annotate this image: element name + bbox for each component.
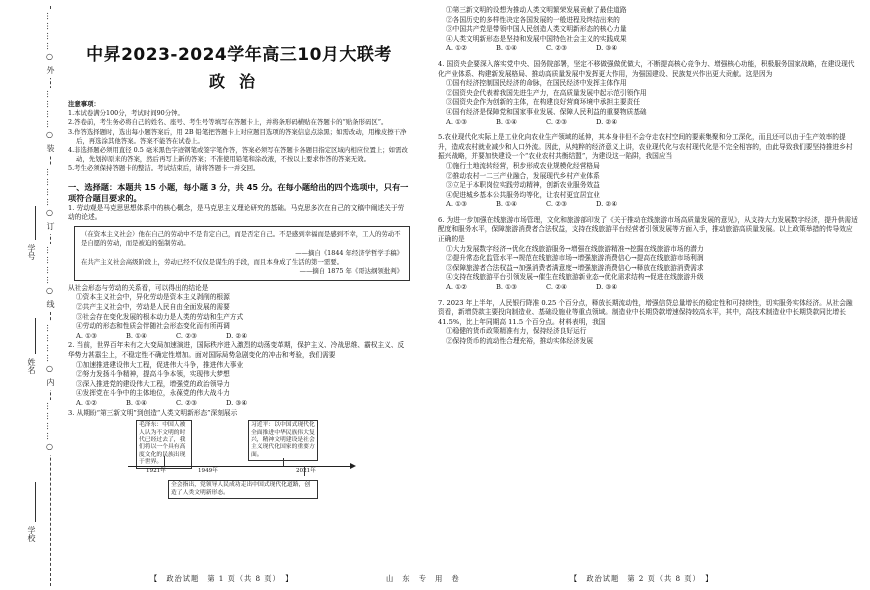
statement-option: ③深入推进党的建设伟大工程，增强党的政治领导力 <box>76 379 230 388</box>
quote-box-mao: 毛泽东：中国人被人认为不文明的时代已经过去了，我们将以一个具有高度文化的民族出现于世界。 <box>136 420 192 468</box>
statement-option: ②国资央企代表着我国先进生产力，在高质量发展中起示范引领作用 <box>446 88 647 97</box>
quote-source: ——摘自 1875 年《哥达纲领批判》 <box>299 267 403 276</box>
binding-mark: …………○ <box>45 12 54 63</box>
statement-option: ①加速推进建设伟大工程，促进伟大斗争，推进伟大事业 <box>76 360 244 369</box>
statement-option: ②提升常态化监管水平→规范在线旅游市场→增强旅游消费信心→提高在线旅游市场利润 <box>446 254 704 263</box>
footer-center: 山 东 专 用 卷 <box>386 574 460 583</box>
statement-option: ①大力发展数字经济→优化在线旅游服务→增强在线旅游精准→挖掘在线旅游市场的潜力 <box>446 244 704 253</box>
statement-option: ③国资央企作为创新的主体，在构建良好营商环境中承担主要责任 <box>446 98 640 107</box>
binding-mark: …………○ <box>45 90 54 141</box>
question-7 <box>438 299 858 347</box>
quote-source: ——摘自《1844 年经济学哲学手稿》 <box>295 248 403 257</box>
choice-d[interactable]: D. ③④ <box>596 44 618 53</box>
choice-b[interactable]: B. ①④ <box>126 398 148 407</box>
binding-mark: …………○ <box>45 402 54 453</box>
binding-mark: 内 <box>46 378 55 388</box>
quote-box-xi: 习近平：以中国式现代化全面推进中华民族伟大复兴，精神文明建设是社会主义现代化国家的重要方面。 <box>248 420 318 461</box>
timeline-tick: 1949年 <box>198 468 218 475</box>
choice-a[interactable]: A. ①③ <box>446 200 468 209</box>
statement-option: ②各国历史的多样性决定各国发展的一般进程及终结出来的 <box>446 15 620 24</box>
instruction-item: 2.答卷前，考生务必将自己的姓名、座号、考生号等填写在答题卡上，并将条形码横贴在答题卡的“贴条形码区”。 <box>68 118 388 127</box>
choice-d[interactable]: D. ②④ <box>596 117 618 126</box>
exam-subject: 政治 <box>208 72 269 91</box>
school-label: 学校 <box>27 526 36 542</box>
instruction-item: 5.考生必须保持答题卡的整洁。考试结束后，请将答题卡一并交回。 <box>68 164 260 173</box>
footer-page-2: 【 政治试题 第 2 页（共 8 页） 】 <box>570 574 714 583</box>
choice-d[interactable]: D. ②④ <box>226 331 248 340</box>
instruction-item: 4.非选择题必须用直径 0.5 毫米黑色字迹钢笔或签字笔作答，答案必须写在答题卡各题目指定区域内相应位置上；如需改动，先划掉原来的答案，然后再写上新的答案；不准使用铅笔和涂改液，不按以上要求作答的答案无效。 <box>68 146 408 164</box>
statement-option: ②共产主义社会中，劳动是人民自由全面发展的需要 <box>76 303 230 312</box>
question-stem: 7. 2023 年上半年，人民银行降准 0.25 个百分点，释放长期流动性，增强信贷总量增长的稳定性和可持续性，切实服务实体经济。从社会融资看，新增贷款主要投向制造业、基础设施业等重点领域。制造业中长期贷款增速保持较高水平，其中，高技术制造业中长期贷款同比增长 41.5%，比上年同期高 11.5 个百分点。材料表明，我国 <box>438 298 853 326</box>
instructions-heading: 注意事项： <box>68 100 100 108</box>
quote-text: （在资本主义社会）他在自己的劳动中不是肯定自己，而是否定自己。不是感到幸福而是感到不幸，工人的劳动不是自愿的劳动，而是被迫的强制劳动。 <box>81 229 401 248</box>
student-id-label: 学号 <box>27 244 36 260</box>
answer-choices <box>438 200 858 210</box>
choice-b[interactable]: B. ①④ <box>496 44 518 53</box>
question-stem: 2. 当前，世界百年未有之大变局加速演进，国际秩序进入激烈的动荡变革期，保护主义、冷战思维、霸权主义、反华势力甚嚣尘上，不稳定性不确定性增加。面对国际局势急剧变化的冲击和考验，我们需要 <box>68 341 405 359</box>
choice-a[interactable]: A. ①② <box>446 44 468 53</box>
timeline-tick: 1921年 <box>146 468 166 475</box>
question-1 <box>68 204 410 342</box>
choice-b[interactable]: B. ①④ <box>126 331 148 340</box>
arrow-icon <box>350 463 356 469</box>
choice-c[interactable]: C. ②③ <box>176 398 198 407</box>
student-name-label: 姓名 <box>27 358 36 374</box>
statement-option: ③立足于本职岗位实践劳动精神，创新农业服务效益 <box>446 181 600 190</box>
choice-c[interactable]: C. ②③ <box>176 331 198 340</box>
exam-title: 中昇2023-2024学年高三10月大联考 <box>86 45 392 65</box>
statement-option: ③保障旅游者合法权益→加强消费者满意度→增强旅游消费信心→释放在线旅游消费需求 <box>446 263 704 272</box>
statement-option: ④人类文明新形态是坚持和发展中国特色社会主义的实践成果 <box>446 34 627 43</box>
statement-option: ③社会存在变化发展的根本动力是人类的劳动和生产方式 <box>76 312 244 321</box>
question-6 <box>438 216 858 293</box>
statement-option: ④劳动的形态和性质会伴随社会形态变化而有所再调 <box>76 322 230 331</box>
statement-option: ①第三新文明的设想为推动人类文明繁荣发展贡献了最佳道路 <box>446 6 627 14</box>
statement-option: ④国有经济是保障党和国家事业发展、保障人民利益的重要物质基础 <box>446 107 647 116</box>
school-blank[interactable] <box>35 482 36 522</box>
choice-d[interactable]: D. ③④ <box>596 283 618 292</box>
binding-mark: …………○ <box>45 168 54 219</box>
statement-option: ④支持在线旅游平台引领发展→催生在线旅游新业态→优化需求结构→促进在线旅游升级 <box>446 273 704 282</box>
quote-box-plenum: 全会指出，党领导人民成功走出中国式现代化道路，创造了人类文明新形态。 <box>168 480 318 499</box>
question-3 <box>68 409 410 513</box>
answer-choices <box>438 283 858 293</box>
instruction-item: 3.作答选择题时，选出每小题答案后，用 2B 铅笔把答题卡上对应题目选项的答案信息点涂黑；如需改动，用橡皮擦干净后，再选涂其他答案。答案不能答在试卷上。 <box>68 127 407 145</box>
page-2-column <box>438 6 858 566</box>
binding-mark: 线 <box>46 300 55 310</box>
quote-text: 在共产主义社会高级阶段上，劳动已经不仅仅是谋生的手段，而且本身成了生活的第一需要。 <box>81 258 344 267</box>
choice-a[interactable]: A. ①② <box>446 283 468 292</box>
choice-a[interactable]: A. ①③ <box>446 117 468 126</box>
quote-box <box>74 226 410 281</box>
statement-option: ②努力发扬斗争精神，提高斗争本领，实现伟大梦想 <box>76 370 230 379</box>
binding-mark: 装 <box>46 144 55 154</box>
page-1-column <box>68 6 410 566</box>
statement-option: ②推动农村一二三产业融合，发展现代乡村产业体系 <box>446 171 600 180</box>
question-stem: 5.农业现代化实际上是工业化向农业生产领域的延伸，其本身非但不会夺走农村空间的要素集聚和分工深化，而且还可以由于生产效率的提升，造成农村就业减少和人口外流。因此，从纯粹的经济意义上讲，农业现代化与农村现代化是不完全相容的，由此导致我们要坚持推进乡村振兴战略，并要加快建设一个“农业农村共衡结盟”，为建设这一陷阱，我国应当 <box>438 133 853 161</box>
question-stem: 1. 劳动观是马克思思想体系中的核心概念，是马克思主义理论研究的基础。马克思多次在自己的文稿中阐述关于劳动的论述。 <box>68 203 405 222</box>
choice-b[interactable]: B. ①④ <box>496 200 518 209</box>
connector <box>283 458 284 466</box>
binding-mark: …………○ <box>45 324 54 375</box>
choice-b[interactable]: B. ①④ <box>496 117 518 126</box>
student-id-blank[interactable] <box>35 206 36 240</box>
question-5 <box>438 133 858 210</box>
statement-option: ②保持货币的流动性合理充裕，推动实体经济发展 <box>446 337 594 345</box>
statement-option: ③中国共产党是带领中国人民创造人类文明新形态的核心力量 <box>446 25 627 34</box>
timeline-diagram <box>128 420 358 512</box>
answer-choices <box>438 118 858 128</box>
instructions <box>68 100 410 174</box>
choice-c[interactable]: C. ②③ <box>546 44 568 53</box>
student-name-blank[interactable] <box>35 318 36 354</box>
answer-choices <box>68 332 410 342</box>
statement-option: ①稳健的货币政策精准有力，保持经济良好运行 <box>446 327 587 336</box>
question-2 <box>68 341 410 408</box>
choice-d[interactable]: D. ②④ <box>596 200 618 209</box>
instruction-item: 1.本试卷满分100分，考试时间90分钟。 <box>68 109 184 118</box>
connector <box>304 466 305 476</box>
question-stem: 3. 从期盼“第三新文明”到创造“人类文明新形态”深刻展示 <box>68 408 238 417</box>
statement-option: ①施行土地流转经营，积步形成农业规模化经营格局 <box>446 161 600 170</box>
choice-b[interactable]: B. ①③ <box>496 283 518 292</box>
question-stem: 4. 国资央企要深入落实党中央、国务院部署，坚定不移做强做优做大，不断提高核心竞争力、增强核心功能，积极服务国家战略，在建设现代化产业体系、构建新发展格局、推动高质量发展中发挥更大作用，为强国建设、民族复兴作出更大贡献。这是因为 <box>438 59 855 78</box>
section-heading: 一、选择题：本题共 15 小题，每小题 3 分，共 45 分。在每小题给出的四个选项中，只有一项符合题目要求的。 <box>68 181 409 203</box>
footer-page-1: 【 政治试题 第 1 页（共 8 页） 】 <box>150 574 294 583</box>
statement-option: ①国有经济控制国民经济的命脉，在国民经济中发挥主体作用 <box>446 79 627 88</box>
statement-option: ④促进城乡基本公共服务均等化，让农村更宜居宜业 <box>446 190 600 199</box>
binding-mark: …………○ <box>45 246 54 297</box>
choice-a[interactable]: A. ①② <box>76 398 98 407</box>
choice-c[interactable]: C. ②③ <box>546 200 568 209</box>
timeline-axis <box>128 466 353 467</box>
binding-mark: 外 <box>46 66 55 76</box>
choice-d[interactable]: D. ③④ <box>226 398 248 407</box>
choice-a[interactable]: A. ①③ <box>76 331 98 340</box>
statement-option: ④发挥党在斗争中的主体地位，永葆党的伟大战斗力 <box>76 389 230 398</box>
question-4 <box>438 60 858 127</box>
choice-c[interactable]: C. ②④ <box>546 283 568 292</box>
connector <box>164 456 165 466</box>
choice-c[interactable]: C. ②③ <box>546 117 568 126</box>
question-ask: 从社会形态与劳动的关系看，可以得出的结论是 <box>68 283 209 292</box>
question-stem: 6. 为进一步加强在线旅游市场管理，文化和旅游部印发了《关于推动在线旅游市场高质量发展的意见》，从支持大力发展数字经济，提升供需适配度和服务水平，保障旅游消费者合法权益，支持在线旅游平台经营者引领发展等方面入手，推动旅游高质量发展。以上政策举措的传导效应正确的是 <box>438 215 858 244</box>
answer-choices <box>68 399 410 409</box>
binding-margin <box>6 6 66 586</box>
timeline-tick: 2021年 <box>296 468 316 475</box>
binding-mark: 订 <box>46 222 55 232</box>
question-3-options <box>438 6 858 54</box>
answer-choices <box>438 44 858 54</box>
statement-option: ①资本主义社会中，异化劳动是资本主义剥削的根源 <box>76 293 230 302</box>
